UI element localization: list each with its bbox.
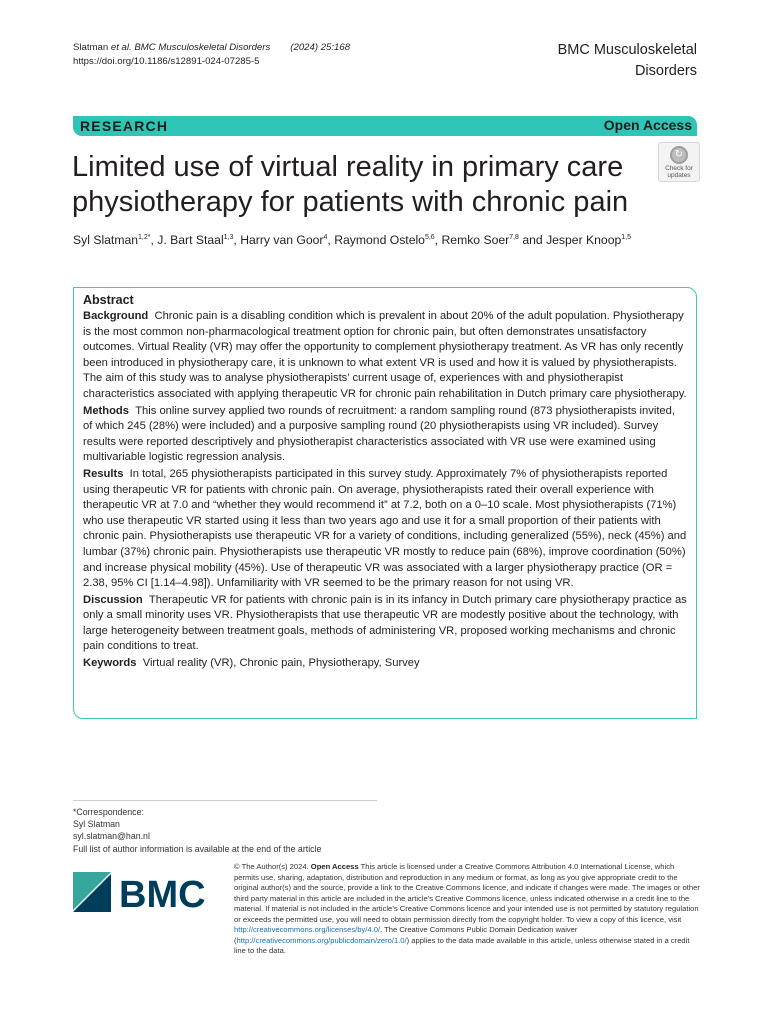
citation-authors: Slatman xyxy=(73,42,111,53)
discussion-label: Discussion xyxy=(83,593,143,606)
abstract-results xyxy=(83,467,687,592)
author-name[interactable]: Syl Slatman xyxy=(73,233,139,247)
correspondence-email[interactable]: syl.slatman@han.nl xyxy=(73,831,150,842)
citation-year: (2024) 25:168 xyxy=(290,42,351,53)
abstract-background xyxy=(83,309,687,403)
article-type-banner xyxy=(73,116,697,136)
author-name[interactable]: Raymond Ostelo xyxy=(334,233,425,247)
author-name[interactable]: Remko Soer xyxy=(441,233,510,247)
abstract-discussion xyxy=(83,593,687,655)
results-label: Results xyxy=(83,467,124,480)
journal-name-line1: BMC Musculoskeletal xyxy=(557,42,697,58)
abstract-box xyxy=(73,287,697,719)
check-for-updates-badge[interactable] xyxy=(658,142,700,182)
open-access-bold: Open Access xyxy=(310,862,359,871)
abstract-methods xyxy=(83,404,687,466)
updates-badge-line1: Check for xyxy=(665,165,693,172)
bmc-logo xyxy=(73,872,215,912)
license-statement: © The Author(s) 2024. Open Access This article is licensed under a Creative Commons Attribution 4.0 International License, which permits use, sharing, adaptation, distribution and reproduction in any medium or format, as long as you give appropriate credit to the original author(s) and the source, provide a link to the Creative Commons licence, and indicate if changes were made. The images or other third party material in this article are included in the article’s Creative Commons licence, unless indicated otherwise in a credit line to the material. If material is not included in the article’s Creative Commons licence and your intended use is not permitted by statutory regulation or exceeds the permitted use, you will need to obtain permission directly from the copyright holder. To view a copy of this licence, visit http://creativecommons.org/licenses/by/4.0/. The Creative Commons Public Domain Dedication waiver (http://creativecommons.org/publicdomain/zero/1.0/) applies to the data made available in this article, unless otherwise stated in a credit line to the data. xyxy=(234,862,700,955)
author-affiliation: 5,6 xyxy=(424,234,435,241)
author-affiliation: 1,3 xyxy=(223,234,234,241)
author-list: Syl Slatman$^{1,2*}$, J. Bart Staal$^{1,3}$, Harry van Goor$^4$, Raymond Ostelo$^{5,6}$, Remko Soer$^{7,8}$ and Jesper Knoop$^{1,5}$ xyxy=(73,233,632,247)
abstract-keywords xyxy=(83,656,687,672)
article-type-label: RESEARCH xyxy=(80,118,169,134)
background-text: Chronic pain is a disabling condition which is prevalent in about 20% of the adult population. Physiotherapy is the most common non-pharmacological treatment option for chronic pain, but often demonstrates unsatisfactory outcomes. Virtual Reality (VR) may offer the opportunity to complement physiotherapy treatment. As VR has only recently been introduced in physiotherapy care, it is unknown to what extent VR is used and how it is valued by physiotherapists. The aim of this study was to analyse physiotherapists’ current usage of, experiences with and physiotherapist characteristics associated with applying therapeutic VR for chronic pain rehabilitation in Dutch primary care physiotherapy. xyxy=(83,310,687,400)
journal-name-line2: Disorders xyxy=(634,63,697,79)
citation-header xyxy=(73,41,350,69)
author-name[interactable]: J. Bart Staal xyxy=(157,233,224,247)
refresh-icon: ↻ xyxy=(670,146,688,164)
cc-by-link[interactable]: http://creativecommons.org/licenses/by/4.0/ xyxy=(234,925,381,934)
correspondence-label: *Correspondence: xyxy=(73,807,144,817)
author-affiliation: 1,5 xyxy=(621,234,632,241)
keywords-label: Keywords xyxy=(83,657,137,670)
author-name[interactable]: Jesper Knoop xyxy=(546,233,622,247)
article-title: Limited use of virtual reality in primary care physiotherapy for patients with chronic pain xyxy=(72,151,629,218)
bmc-logo-text: BMC xyxy=(119,874,206,912)
abstract-heading: Abstract xyxy=(83,293,134,307)
doi-link[interactable]: https://doi.org/10.1186/s12891-024-07285-5 xyxy=(73,56,260,67)
methods-label: Methods xyxy=(83,404,129,417)
correspondence-block xyxy=(73,806,321,855)
author-affiliation: 7,8 xyxy=(509,234,519,241)
author-affiliation: 1,2* xyxy=(138,234,151,241)
keywords-text: Virtual reality (VR), Chronic pain, Physiotherapy, Survey xyxy=(142,657,420,670)
citation-journal: et al. BMC Musculoskeletal Disorders xyxy=(110,42,271,53)
author-affiliation: 4 xyxy=(323,234,328,241)
background-label: Background xyxy=(83,310,149,322)
discussion-text: Therapeutic VR for patients with chronic pain is in its infancy in Dutch primary care physiotherapy practice as only a small minority uses VR. Physiotherapists that use therapeutic VR are modestly positive about the technology, with large heterogeneity between treatment goals, methods of administering VR, proposed working mechanisms and chronic pain conditions to treat. xyxy=(83,593,687,653)
results-text: In total, 265 physiotherapists participated in this survey study. Approximately 7% of physiotherapists reported using therapeutic VR for patients with chronic pain. On average, physiotherapists rated their overall experience with therapeutic VR at 7.0 and “whether they would recommend it” at 7.2, both on a 0–10 scale. Most physiotherapists (71%) who use therapeutic VR started using it less than two years ago and use it for a small proportion of their patients with chronic pain. Physiotherapists use therapeutic VR for a variety of conditions, including generalized (55%), neck (45%) and lumbar (37%) chronic pain. Physiotherapists use therapeutic VR mostly to reduce pain (68%), improve coordination (50%) and increase physical mobility (45%). Use of therapeutic VR was associated with a larger physiotherapy practice (OR = 2.38, 95% CI [1.14–4.98]). Unfamiliarity with VR seemed to be the primary reason for not using VR. xyxy=(83,467,687,590)
author-info-note: Full list of author information is available at the end of the article xyxy=(73,843,322,854)
cc-zero-link[interactable]: http://creativecommons.org/publicdomain/zero/1.0/ xyxy=(236,935,407,945)
correspondence-name: Syl Slatman xyxy=(73,819,120,830)
updates-badge-line2: updates xyxy=(667,172,691,179)
journal-name xyxy=(558,40,697,82)
open-access-label: Open Access xyxy=(603,117,692,133)
author-name[interactable]: Harry van Goor xyxy=(240,233,324,247)
methods-text: This online survey applied two rounds of recruitment: a random sampling round (873 physiotherapists invited, of which 245 (28%) were included) and a purposive sampling round (20 physiotherapists using VR included). Survey results were reported descriptively and physiotherapist characteristics associated with VR use were examined using multivariable logistic regression analysis. xyxy=(83,404,675,464)
footnote-divider xyxy=(73,800,377,801)
